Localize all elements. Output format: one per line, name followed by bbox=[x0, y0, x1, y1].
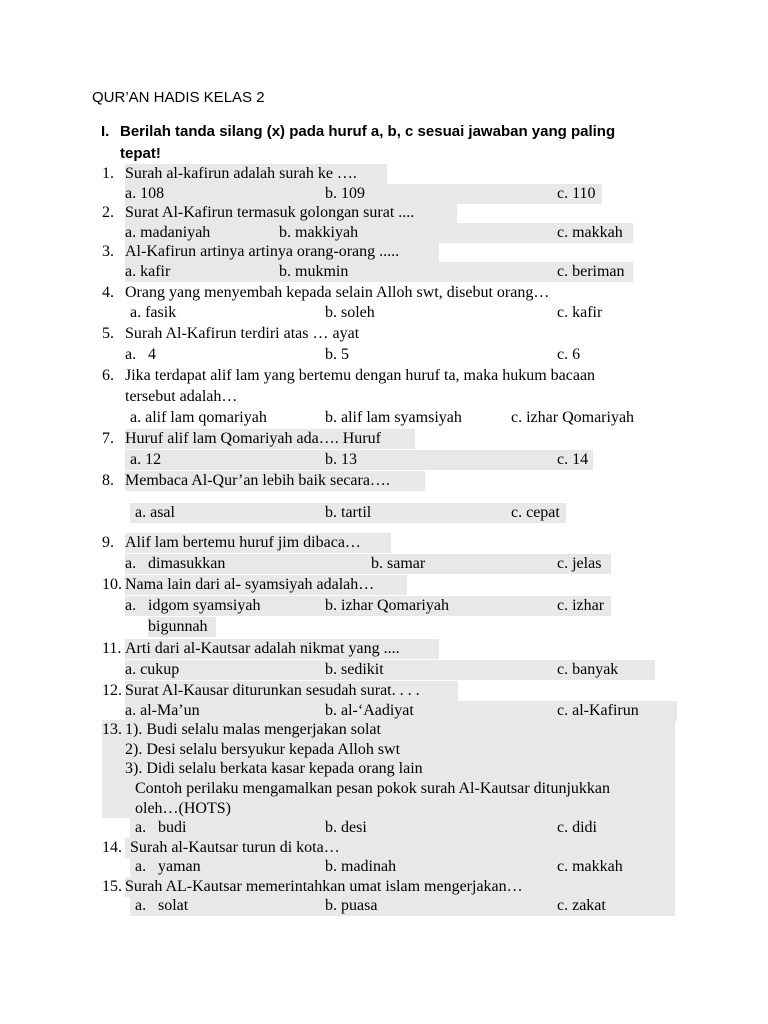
option-b: b. desi bbox=[325, 819, 367, 836]
option-c: c. 6 bbox=[557, 346, 581, 363]
option-a: budi bbox=[158, 819, 187, 836]
option-a: 4 bbox=[148, 346, 156, 363]
options-highlight bbox=[125, 450, 593, 470]
question-text-continued: tersebut adalah… bbox=[125, 388, 238, 405]
option-c: c. banyak bbox=[557, 661, 619, 678]
option-c: c. izhar Qomariyah bbox=[511, 409, 635, 426]
option-c: c. makkah bbox=[557, 224, 623, 241]
question-number: 5. bbox=[102, 325, 114, 342]
option-c: c. 110 bbox=[557, 185, 596, 202]
option-a: dimasukkan bbox=[148, 555, 226, 572]
option-c: c. cepat bbox=[511, 504, 560, 521]
question-text: Surah AL-Kautsar memerintahkan umat islam mengerjakan… bbox=[125, 878, 523, 895]
question-number: 6. bbox=[102, 367, 114, 384]
option-b: b. 109 bbox=[325, 185, 365, 202]
option-a: a. al-Ma’un bbox=[125, 702, 200, 719]
option-b: b. puasa bbox=[325, 897, 378, 914]
question-number: 9. bbox=[102, 534, 114, 551]
page-title: QUR’AN HADIS KELAS 2 bbox=[92, 89, 265, 106]
option-b: b. mukmin bbox=[279, 263, 349, 280]
option-b: b. sedikit bbox=[325, 661, 384, 678]
option-c: c. 14 bbox=[557, 451, 589, 468]
option-b: b. samar bbox=[371, 555, 426, 572]
question-text: Surat Al-Kafirun termasuk golongan surat .... bbox=[125, 204, 415, 221]
question-text: Surah al-Kautsar turun di kota… bbox=[130, 839, 340, 856]
question-number: 15. bbox=[102, 878, 122, 895]
question-text: Al-Kafirun artinya artinya orang-orang ..... bbox=[125, 243, 400, 260]
question-number: 10. bbox=[102, 576, 122, 593]
option-a: idgom syamsiyah bbox=[148, 597, 261, 614]
question-number: 11. bbox=[102, 640, 122, 657]
option-a: a. alif lam qomariyah bbox=[130, 409, 267, 426]
option-a: solat bbox=[158, 897, 189, 914]
question-text: Surah Al-Kafirun terdiri atas … ayat bbox=[125, 325, 360, 342]
option-a-label: a. bbox=[135, 897, 147, 914]
option-a-label: a. bbox=[125, 555, 137, 572]
option-a: a. 12 bbox=[130, 451, 162, 468]
option-a-label: a. bbox=[125, 346, 137, 363]
question-text-continued: 2). Desi selalu bersyukur kepada Alloh swt bbox=[125, 741, 401, 758]
question-text: Alif lam bertemu huruf jim dibaca… bbox=[125, 534, 361, 551]
option-c: c. didi bbox=[557, 819, 597, 836]
question-number: 3. bbox=[102, 243, 114, 260]
question-text: Huruf alif lam Qomariyah ada…. Huruf bbox=[125, 430, 381, 447]
option-a: a. asal bbox=[135, 504, 175, 521]
question-text-continued: 3). Didi selalu berkata kasar kepada orang lain bbox=[125, 760, 423, 777]
option-b: b. al-‘Aadiyat bbox=[325, 702, 414, 719]
option-a-label: a. bbox=[135, 858, 147, 875]
option-c: c. beriman bbox=[557, 263, 625, 280]
question-number: 2. bbox=[102, 204, 114, 221]
option-b: b. tartil bbox=[325, 504, 372, 521]
option-a-label: a. bbox=[135, 819, 147, 836]
question-text-continued: Contoh perilaku mengamalkan pesan pokok surah Al-Kautsar ditunjukkan bbox=[135, 780, 611, 797]
question-text: Orang yang menyembah kepada selain Alloh swt, disebut orang… bbox=[125, 284, 550, 301]
option-c: c. jelas bbox=[557, 555, 602, 572]
instruction-number: I. bbox=[101, 123, 110, 140]
question-text: Nama lain dari al- syamsiyah adalah… bbox=[125, 576, 375, 593]
question-number: 8. bbox=[102, 472, 114, 489]
option-b: b. makkiyah bbox=[279, 224, 359, 241]
question-number: 7. bbox=[102, 430, 114, 447]
option-c: c. izhar bbox=[557, 597, 605, 614]
question-text-continued: oleh…(HOTS) bbox=[135, 800, 231, 817]
question-text: Surah al-kafirun adalah surah ke …. bbox=[125, 165, 357, 182]
option-b: b. 13 bbox=[325, 451, 357, 468]
instruction-text: Berilah tanda silang (x) pada huruf a, b, c sesuai jawaban yang paling tepat! bbox=[120, 123, 616, 162]
question-number: 4. bbox=[102, 284, 114, 301]
question-text: Arti dari al-Kautsar adalah nikmat yang .... bbox=[125, 640, 400, 657]
question-number: 1. bbox=[102, 165, 114, 182]
option-a: a. kafir bbox=[125, 263, 171, 280]
option-a-label: a. bbox=[125, 597, 137, 614]
option-c: c. zakat bbox=[557, 897, 606, 914]
option-a: a. fasik bbox=[130, 304, 177, 321]
question-number: 12. bbox=[102, 682, 122, 699]
option-a: yaman bbox=[158, 858, 201, 875]
question-text: 1). Budi selalu malas mengerjakan solat bbox=[125, 721, 381, 738]
option-c: c. al-Kafirun bbox=[557, 702, 639, 719]
option-b: b. madinah bbox=[325, 858, 397, 875]
option-a: a. madaniyah bbox=[125, 224, 211, 241]
question-text: Membaca Al-Qur’an lebih baik secara…. bbox=[125, 472, 390, 489]
question-text: Jika terdapat alif lam yang bertemu dengan huruf ta, maka hukum bacaan bbox=[125, 367, 596, 384]
question-number: 14. bbox=[102, 839, 122, 856]
option-b: b. 5 bbox=[325, 346, 349, 363]
option-b: b. izhar Qomariyah bbox=[325, 597, 449, 614]
question-number: 13. bbox=[102, 721, 122, 738]
option-a: a. 108 bbox=[125, 185, 165, 202]
option-b: b. alif lam syamsiyah bbox=[325, 409, 462, 426]
option-c-continued: bigunnah bbox=[148, 618, 208, 635]
option-b: b. soleh bbox=[325, 304, 375, 321]
question-text: Surat Al-Kausar diturunkan sesudah surat. . . . bbox=[125, 682, 420, 699]
option-c: c. makkah bbox=[557, 858, 623, 875]
option-c: c. kafir bbox=[557, 304, 603, 321]
option-a: a. cukup bbox=[125, 661, 180, 678]
